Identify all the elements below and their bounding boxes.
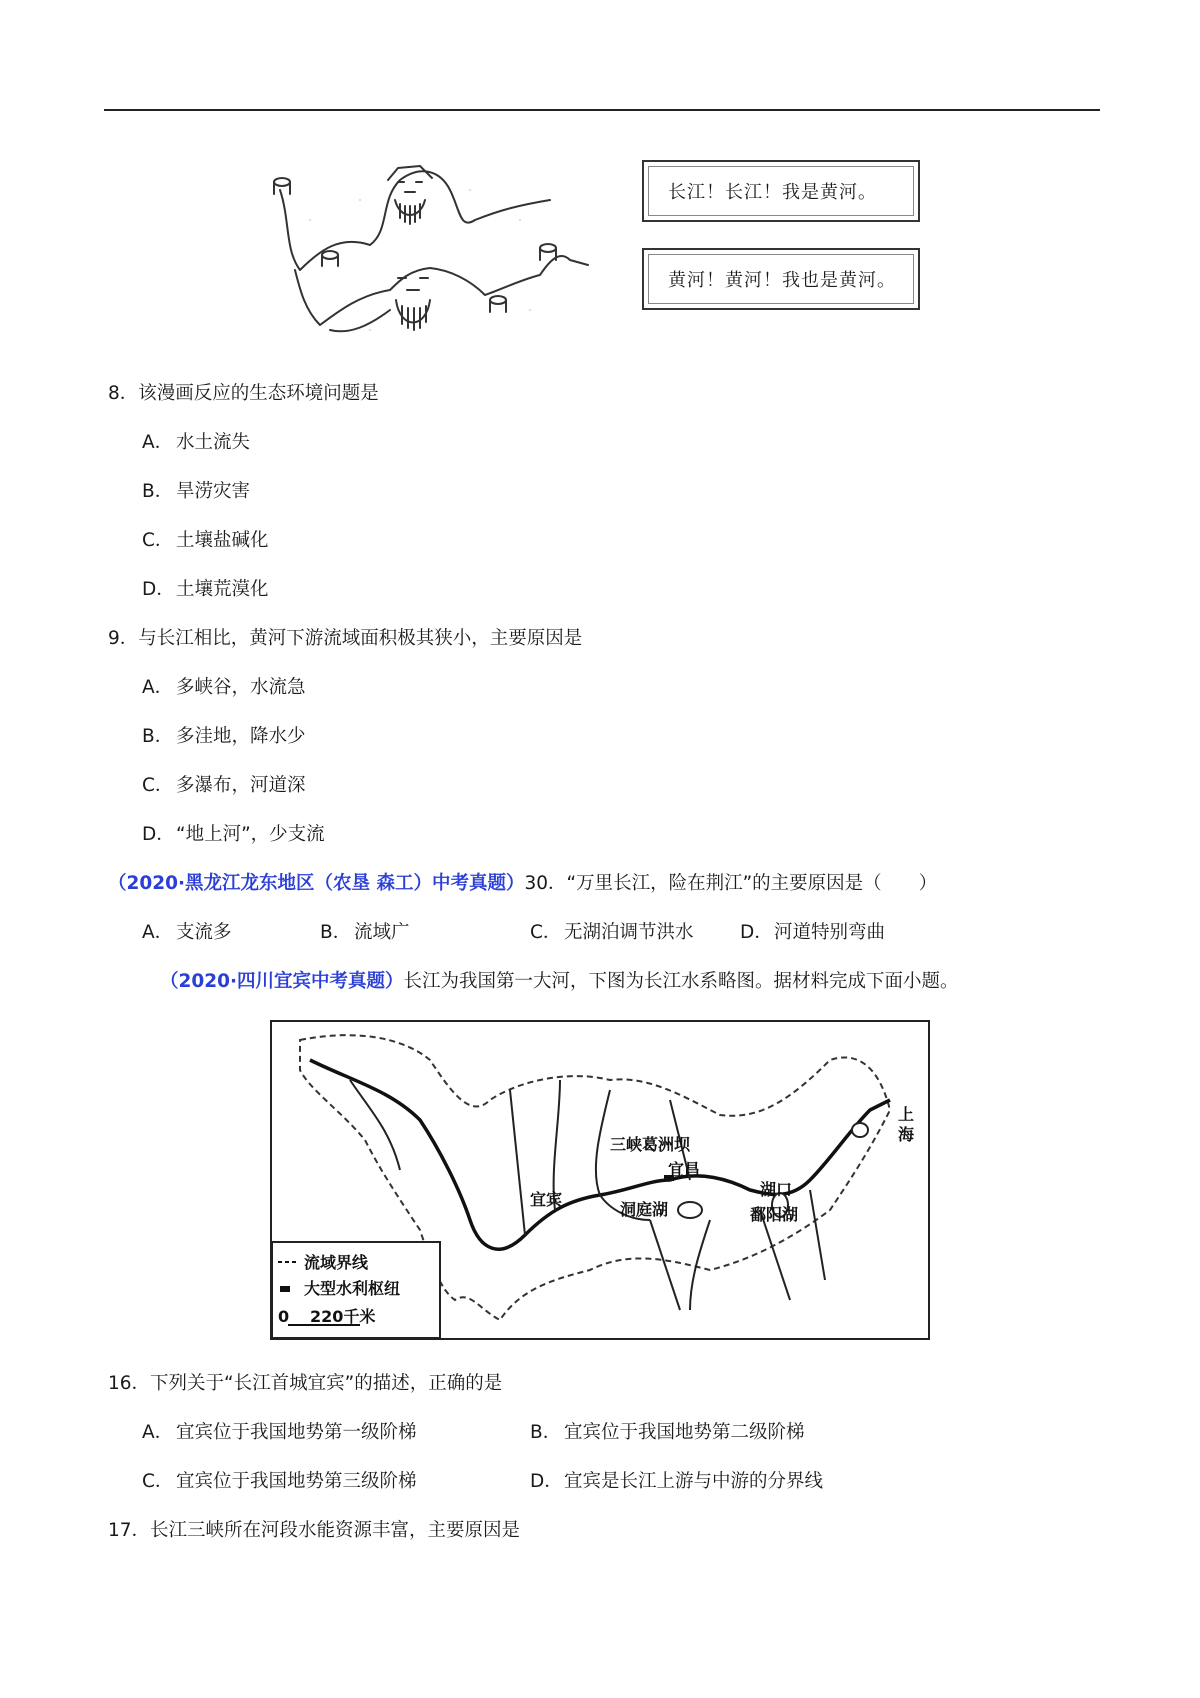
option-text: 无湖泊调节洪水 (564, 922, 694, 943)
option-text: 流域广 (354, 922, 410, 943)
option-text: 水土流失 (176, 432, 251, 453)
q30-option-a[interactable] (142, 919, 320, 947)
legend-hydro: 大型水利枢纽 (304, 1279, 401, 1298)
q30-option-c[interactable] (530, 919, 740, 947)
option-text: 宜宾位于我国地势第一级阶梯 (176, 1422, 417, 1443)
q16-option-d[interactable] (530, 1468, 823, 1496)
q16-option-a[interactable] (142, 1419, 417, 1447)
label-yichang: 宜昌 (668, 1160, 701, 1179)
option-letter: B． (320, 922, 352, 943)
option-text: 土壤盐碱化 (176, 530, 269, 551)
q8-option-c[interactable] (142, 527, 269, 555)
river-cartoon (270, 160, 930, 360)
q30-stem-line (108, 870, 937, 898)
q8-option-b[interactable] (142, 478, 250, 506)
q30-option-b[interactable] (320, 919, 530, 947)
option-text: 宜宾是长江上游与中游的分界线 (564, 1471, 824, 1492)
q9-option-a[interactable] (142, 674, 306, 702)
option-text: 河道特别弯曲 (774, 922, 886, 943)
option-letter: A． (142, 922, 174, 943)
q9-option-b[interactable] (142, 723, 306, 751)
option-text: 宜宾位于我国地势第二级阶梯 (564, 1422, 805, 1443)
option-letter: D． (142, 824, 175, 845)
option-letter: D． (142, 579, 175, 600)
option-text: 旱涝灾害 (176, 481, 251, 502)
option-letter: C． (142, 775, 174, 796)
option-letter: D． (740, 922, 773, 943)
option-letter: A． (142, 677, 174, 698)
option-letter: B． (142, 481, 174, 502)
map-drawing (270, 1020, 930, 1340)
intro-source: （2020·四川宜宾中考真题） (160, 971, 404, 992)
label-sanxia: 三峡葛洲坝 (610, 1135, 691, 1154)
option-letter: C． (142, 1471, 174, 1492)
dongting-lake (678, 1202, 702, 1218)
label-shanghai-1: 上 (898, 1105, 915, 1124)
legend-boundary: 流域界线 (304, 1253, 369, 1272)
q16-option-b[interactable] (530, 1419, 805, 1447)
q16-option-c[interactable] (142, 1468, 417, 1496)
q9-option-c[interactable] (142, 772, 306, 800)
q30-source: （2020·黑龙江龙东地区（农垦 森工）中考真题） (108, 873, 525, 894)
option-letter: B． (530, 1422, 562, 1443)
q8-option-d[interactable] (142, 576, 269, 604)
q16-stem: 16．下列关于“长江首城宜宾”的描述，正确的是 (108, 1373, 503, 1394)
option-text: 多瀑布，河道深 (176, 775, 306, 796)
option-letter: A． (142, 1422, 174, 1443)
option-text: 支流多 (176, 922, 232, 943)
label-hukou: 湖口 (760, 1180, 793, 1199)
option-text: “地上河”，少支流 (176, 824, 325, 845)
option-letter: C． (142, 530, 174, 551)
taihu-lake (852, 1123, 868, 1137)
river-cartoon-drawing (270, 160, 590, 360)
option-letter: C． (530, 922, 562, 943)
option-text: 宜宾位于我国地势第三级阶梯 (176, 1471, 417, 1492)
intro-line (160, 968, 959, 996)
option-letter: A． (142, 432, 174, 453)
option-text: 土壤荒漠化 (176, 579, 269, 600)
option-text: 多峡谷，水流急 (176, 677, 306, 698)
speech-text-2: 黄河！黄河！我也是黄河。 (668, 270, 896, 291)
speech-text-1: 长江！长江！我是黄河。 (668, 182, 877, 203)
q30-stem: 30．“万里长江，险在荆江”的主要原因是（ ） (524, 873, 938, 894)
yangtze-river-map (270, 1020, 930, 1340)
option-text: 多洼地，降水少 (176, 726, 306, 747)
intro-text: 长江为我国第一大河，下图为长江水系略图。据材料完成下面小题。 (403, 971, 959, 992)
map-legend (272, 1242, 440, 1338)
q8-stem: 8．该漫画反应的生态环境问题是 (108, 383, 379, 404)
q17-stem: 17．长江三峡所在河段水能资源丰富，主要原因是 (108, 1520, 521, 1541)
label-dongting: 洞庭湖 (620, 1200, 669, 1219)
q9-stem: 9．与长江相比，黄河下游流域面积极其狭小，主要原因是 (108, 628, 583, 649)
label-poyang: 鄱阳湖 (750, 1205, 799, 1224)
option-letter: B． (142, 726, 174, 747)
option-letter: D． (530, 1471, 563, 1492)
q30-option-d[interactable] (740, 922, 885, 943)
legend-scale-distance: 220千米 (310, 1307, 376, 1326)
label-yibin: 宜宾 (530, 1190, 563, 1209)
speech-box-yellow (642, 248, 920, 310)
header-rule (104, 109, 1100, 111)
label-shanghai-2: 海 (898, 1125, 915, 1144)
q30-options (142, 919, 885, 947)
legend-scale-zero: 0 (278, 1307, 290, 1326)
q9-option-d[interactable] (142, 821, 325, 849)
q8-option-a[interactable] (142, 429, 250, 457)
speech-box-yangtze (642, 160, 920, 222)
